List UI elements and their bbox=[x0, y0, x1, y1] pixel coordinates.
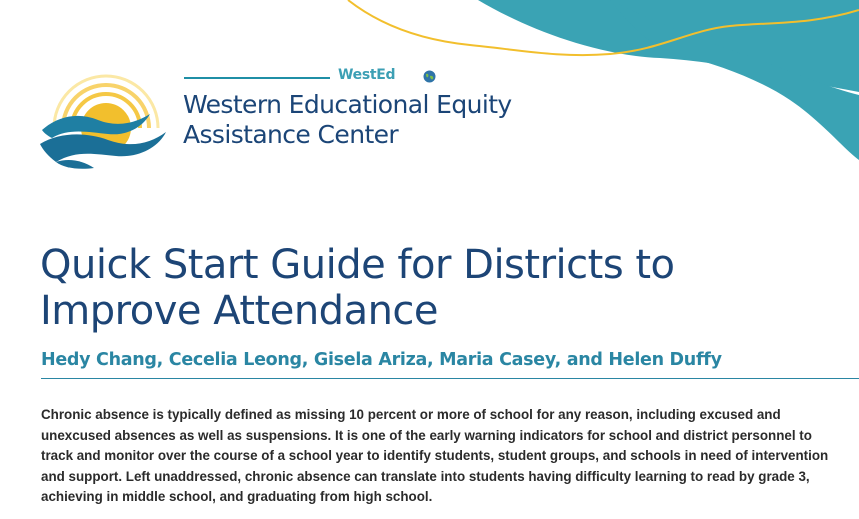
wave-hand-tail bbox=[56, 160, 94, 169]
intro-paragraph: Chronic absence is typically defined as missing 10 percent or more of school for any reason, including excused and unexcused absences as well as suspensions. It is one of the early warning indicators for school and district personnel to track and monitor over the course of a school year to identify students, student groups, and schools in need of intervention and support. Left unaddressed, chronic absence can translate into students having difficulty learning to read by grade 3, achieving in middle school, and graduating from high school. bbox=[41, 407, 829, 504]
globe-icon bbox=[423, 70, 436, 83]
authors-line: Hedy Chang, Cecelia Leong, Gisela Ariza, Maria Casey, and Helen Duffy bbox=[41, 350, 722, 370]
center-name: Western Educational Equity Assistance Center bbox=[183, 90, 512, 149]
page-title: Quick Start Guide for Districts to Improve Attendance bbox=[40, 242, 675, 334]
wested-brand-label: WestEd bbox=[338, 67, 396, 83]
weeac-logo-icon bbox=[38, 66, 174, 176]
header-rule bbox=[184, 77, 330, 79]
section-divider bbox=[41, 378, 859, 379]
